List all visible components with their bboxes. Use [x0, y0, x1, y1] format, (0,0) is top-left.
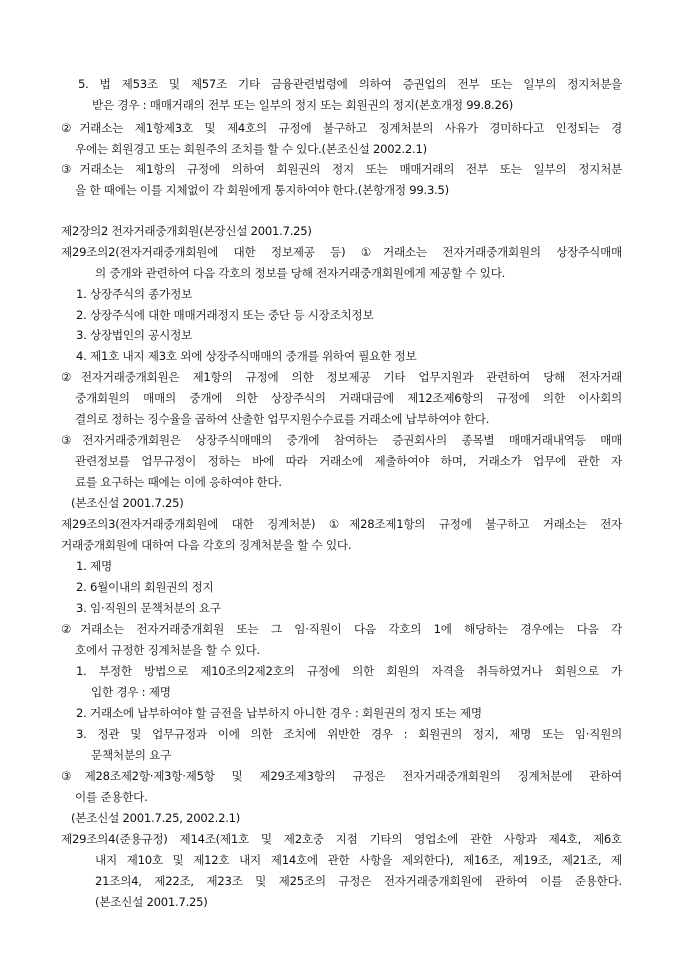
text-line: ③제28조제2항·제3항·제5항 및 제29조제3항의 규정은 전자거래중개회원의 징계처분에 관하여	[61, 769, 622, 783]
text-line: 거래중개회원에 대하여 다음 각호의 징계처분을 할 수 있다.	[61, 538, 352, 552]
text-line: 이를 준용한다.	[75, 790, 148, 804]
text-line: 료를 요구하는 때에는 이에 응하여야 한다.	[75, 475, 282, 489]
text-line: 받은 경우 : 매매거래의 전부 또는 일부의 정지 또는 회원권의 정지(본호개정 99.8.26)	[92, 98, 513, 112]
text-line: 제2장의2 전자거래중개회원(본장신설 2001.7.25)	[61, 224, 312, 238]
text-line: ③거래소는 제1항의 규정에 의하여 회원권의 정지 또는 매매거래의 전부 또는 일부의 정지처분	[61, 162, 622, 176]
text-line: 3. 임·직원의 문책처분의 요구	[76, 601, 221, 615]
text-line: 3. 상장법인의 공시정보	[76, 328, 192, 342]
text-line: 의 중개와 관련하여 다음 각호의 정보를 당해 전자거래중개회원에게 제공할 수 있다.	[95, 266, 506, 280]
text-line: ②거래소는 제1항제3호 및 제4호의 규정에 불구하고 징계처분의 사유가 경미하다고 인정되는 경	[61, 121, 622, 135]
text-line: 1. 상장주식의 종가정보	[76, 287, 192, 301]
text-line: 제29조의3(전자거래중개회원에 대한 징계처분) ①제28조제1항의 규정에 불구하고 거래소는 전자	[61, 517, 622, 531]
text-line: 2. 거래소에 납부하여야 할 금전을 납부하지 아니한 경우 : 회원권의 정지 또는 제명	[76, 706, 482, 720]
text-line: 내지 제10호 및 제12호 내지 제14호에 관한 사항을 제외한다), 제16조, 제19조, 제21조, 제	[95, 853, 622, 867]
text-line: ③전자거래중개회원은 상장주식매매의 중개에 참여하는 증권회사의 종목별 매매거래내역등 매매	[61, 433, 622, 447]
text-line: 을 한 때에는 이를 지체없이 각 회원에게 통지하여야 한다.(본항개정 99.3.5)	[75, 183, 449, 197]
text-line: (본조신설 2001.7.25)	[95, 895, 208, 909]
text-line: ②전자거래중개회원은 제1항의 규정에 의한 정보제공 기타 업무지원과 관련하여 당해 전자거래	[61, 370, 622, 384]
text-line: 중개회원의 매매의 중개에 의한 상장주식의 거래대금에 제12조제6항의 규정에 의한 이사회의	[75, 391, 622, 405]
text-line: 1. 제명	[76, 559, 112, 573]
text-line: 4. 제1호 내지 제3호 외에 상장주식매매의 중개를 위하여 필요한 정보	[76, 349, 417, 363]
text-line: 제29조의4(준용규정) 제14조(제1호 및 제2호중 지점 기타의 영업소에 관한 사항과 제4호, 제6호	[61, 832, 622, 846]
text-line: 2. 6월이내의 회원권의 정지	[76, 580, 214, 594]
text-line: 제29조의2(전자거래중개회원에 대한 정보제공 등) ①거래소는 전자거래중개회원의 상장주식매매	[61, 245, 622, 259]
text-line: ②거래소는 전자거래중개회원 또는 그 임·직원이 다음 각호의 1에 해당하는 경우에는 다음 각	[61, 622, 622, 636]
text-line: 우에는 회원경고 또는 회원주의 조치를 할 수 있다.(본조신설 2002.2.1)	[75, 142, 427, 156]
text-line: 1. 부정한 방법으로 제10조의2제2호의 규정에 의한 회원의 자격을 취득하였거나 회원으로 가	[76, 664, 622, 678]
text-line: 관련정보를 업무규정이 정하는 바에 따라 거래소에 제출하여야 하며, 거래소가 업무에 관한 자	[75, 454, 622, 468]
text-line: 입한 경우 : 제명	[91, 685, 171, 699]
text-line: 호에서 규정한 징계처분을 할 수 있다.	[75, 643, 260, 657]
text-line: (본조신설 2001.7.25, 2002.2.1)	[71, 811, 241, 825]
text-line: (본조신설 2001.7.25)	[71, 496, 184, 510]
text-line: 문책처분의 요구	[91, 748, 172, 762]
text-line: 21조의4, 제22조, 제23조 및 제25조의 규정은 전자거래중개회원에 관하여 이를 준용한다.	[95, 874, 622, 888]
text-line: 2. 상장주식에 대한 매매거래정지 또는 중단 등 시장조치정보	[76, 308, 374, 322]
text-line: 5. 법 제53조 및 제57조 기타 금융관련법령에 의하여 증권업의 전부 또는 일부의 정지처분을	[78, 77, 622, 91]
text-line: 결의로 정하는 징수율을 곱하여 산출한 업무지원수수료를 거래소에 납부하여야 한다.	[75, 412, 490, 426]
text-line: 3. 정관 및 업무규정과 이에 의한 조치에 위반한 경우 : 회원권의 정지, 제명 또는 임·직원의	[76, 727, 622, 741]
